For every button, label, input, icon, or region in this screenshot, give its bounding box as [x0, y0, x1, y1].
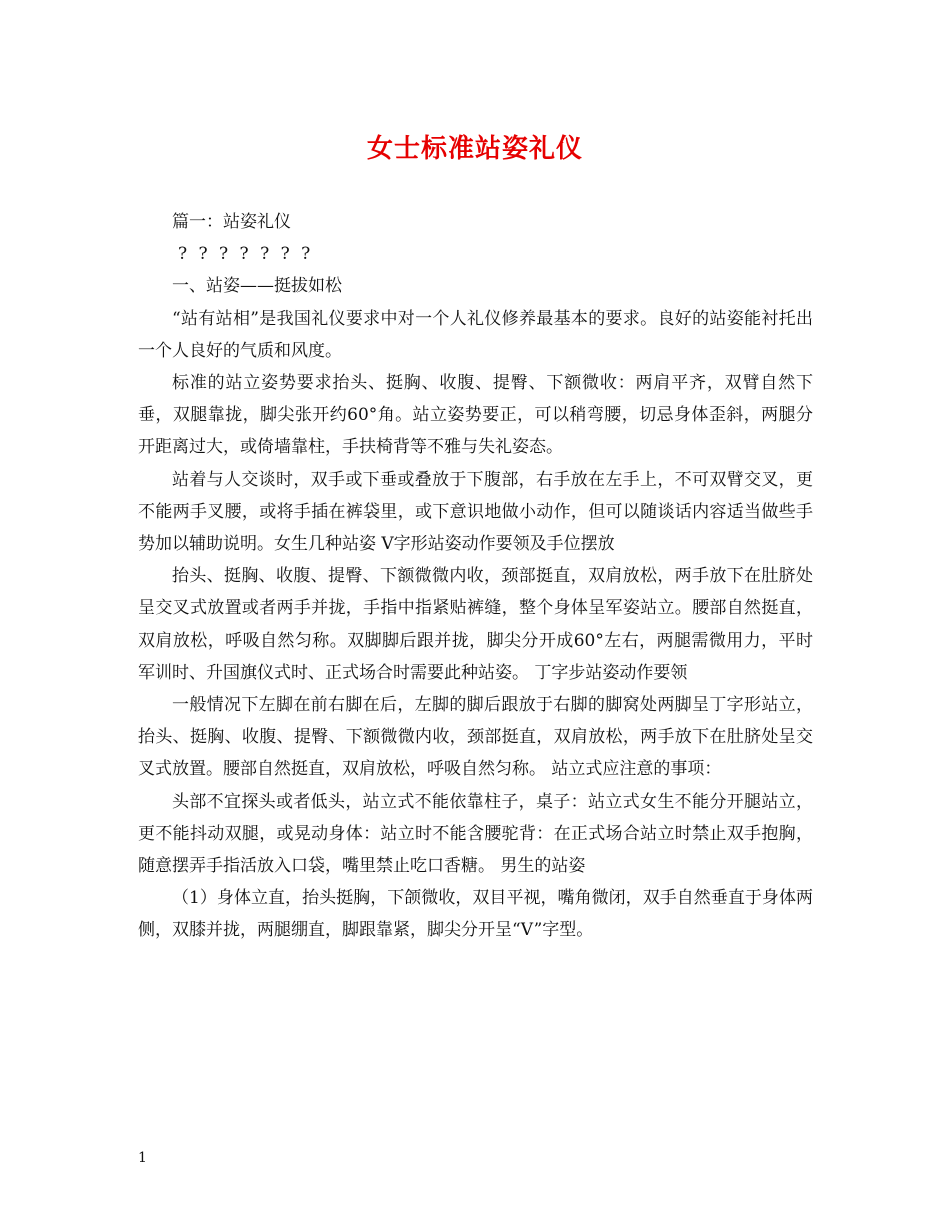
- paragraph: （1）身体立直，抬头挺胸，下颌微收，双目平视，嘴角微闭，双手自然垂直于身体两侧，双膝并拢，两腿绷直，脚跟靠紧，脚尖分开呈“V”字型。: [138, 888, 813, 941]
- placeholder-line: ? ? ? ? ? ? ?: [178, 244, 314, 265]
- document-body: [138, 206, 813, 947]
- paragraph: 抬头、挺胸、收腹、提臀、下额微微内收，颈部挺直，双肩放松，两手放下在肚脐处呈交叉式放置或者两手并拢，手指中指紧贴裤缝，整个身体呈军姿站立。腰部自然挺直，双肩放松，呼吸自然匀称。双脚脚后跟并拢，脚尖分开成60°左右，两腿需微用力，平时军训时、升国旗仪式时、正式场合时需要此种站姿。 丁字步站姿动作要领: [138, 566, 813, 683]
- document-title: 女士标准站姿礼仪: [366, 134, 583, 164]
- paragraph: 站着与人交谈时，双手或下垂或叠放于下腹部，右手放在左手上，不可双臂交叉，更不能两手叉腰，或将手插在裤袋里，或下意识地做小动作，但可以随谈话内容适当做些手势加以辅助说明。女生几种站姿 V字形站姿动作要领及手位摆放: [138, 469, 813, 555]
- paragraph: “站有站相”是我国礼仪要求中对一个人礼仪修养最基本的要求。良好的站姿能衬托出一个人良好的气质和风度。: [138, 308, 813, 361]
- subsection-heading: 一、站姿——挺拔如松: [172, 276, 342, 297]
- paragraph: 一般情况下左脚在前右脚在后，左脚的脚后跟放于右脚的脚窝处两脚呈丁字形站立，抬头、挺胸、收腹、提臀、下额微微内收，颈部挺直，双肩放松，两手放下在肚脐处呈交叉式放置。腰部自然挺直，双肩放松，呼吸自然匀称。 站立式应注意的事项：: [138, 695, 813, 780]
- paragraph: 头部不宜探头或者低头，站立式不能依靠柱子，桌子：站立式女生不能分开腿站立，更不能抖动双腿，或晃动身体：站立时不能含腰驼背：在正式场合站立时禁止双手抱胸，随意摆弄手指活放入口袋，嘴里禁止吃口香糖。 男生的站姿: [138, 791, 813, 877]
- paragraph: 标准的站立姿势要求抬头、挺胸、收腹、提臀、下额微收：两肩平齐，双臂自然下垂，双腿靠拢，脚尖张开约60°角。站立姿势要正，可以稍弯腰，切忌身体歪斜，两腿分开距离过大，或倚墙靠柱，手扶椅背等不雅与失礼姿态。: [138, 373, 813, 458]
- page-number: 1: [138, 1150, 147, 1166]
- section-heading: 篇一：站姿礼仪: [172, 212, 291, 232]
